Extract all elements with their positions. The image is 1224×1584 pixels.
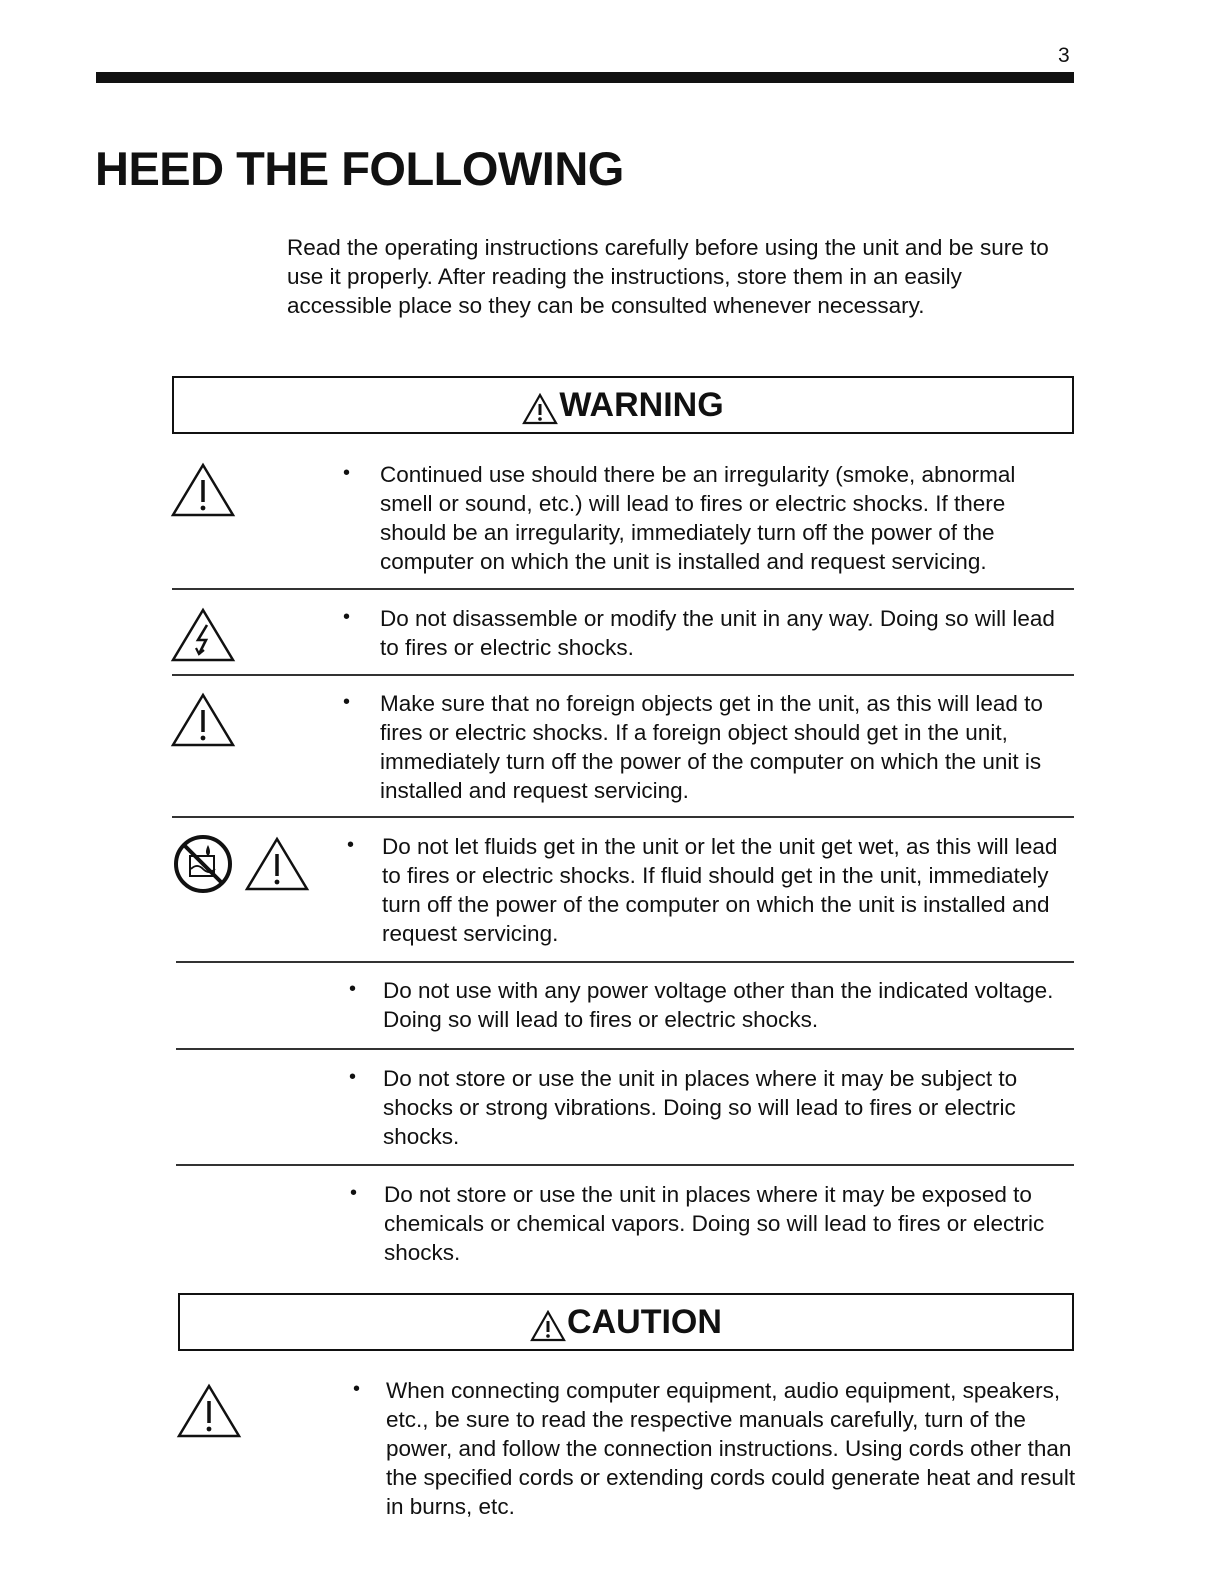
caution-heading-box (178, 1293, 1074, 1351)
bullet: • (343, 606, 351, 628)
warning-item-text: Continued use should there be an irregularity (smoke, abnormal smell or sound, etc.) will lead to fires or electric shocks. If there should be an irregularity, immediately turn off the power of the computer on which the unit is installed and request servicing. (380, 462, 1016, 574)
warning-item-text: Do not store or use the unit in places where it may be subject to shocks or strong vibrations. Doing so will lead to fires or electric shocks. (383, 1066, 1018, 1149)
page-title: HEED THE FOLLOWING (95, 142, 624, 195)
page-number: 3 (1058, 44, 1070, 67)
exclamation-triangle-icon (244, 836, 310, 892)
divider (176, 1048, 1074, 1050)
bullet: • (353, 1378, 361, 1400)
bullet: • (349, 978, 357, 1000)
divider (176, 1164, 1074, 1166)
exclamation-triangle-icon (176, 1383, 242, 1439)
no-water-icon (170, 833, 236, 895)
warning-triangle-icon (522, 393, 558, 425)
caution-heading: CAUTION (567, 1302, 722, 1341)
caution-triangle-icon (530, 1310, 566, 1342)
bullet: • (349, 1066, 357, 1088)
warning-item-text: Do not disassemble or modify the unit in any way. Doing so will lead to fires or electric shocks. (380, 606, 1055, 660)
warning-item-text: Do not store or use the unit in places where it may be exposed to chemicals or chemical vapors. Doing so will lead to fires or electric shocks. (384, 1182, 1045, 1265)
electric-shock-triangle-icon (170, 607, 236, 663)
bullet: • (350, 1182, 358, 1204)
divider (172, 674, 1074, 676)
divider (176, 961, 1074, 963)
bullet: • (343, 691, 351, 713)
warning-heading-box (172, 376, 1074, 434)
header-rule (96, 72, 1074, 83)
divider (172, 588, 1074, 590)
warning-item-text: Do not let fluids get in the unit or let the unit get wet, as this will lead to fires or electric shocks. If fluid should get in the unit, immediately turn off the power of the computer on which the unit is installed and request servicing. (382, 834, 1058, 946)
warning-item-text: Do not use with any power voltage other than the indicated voltage. Doing so will lead to fires or electric shocks. (383, 978, 1054, 1032)
intro-paragraph: Read the operating instructions carefully before using the unit and be sure to use it properly. After reading the instructions, store them in an easily accessible place so they can be consulted whenever necessary. (287, 235, 1049, 318)
warning-heading: WARNING (559, 385, 724, 424)
divider (172, 816, 1074, 818)
exclamation-triangle-icon (170, 692, 236, 748)
warning-item-text: Make sure that no foreign objects get in the unit, as this will lead to fires or electric shocks. If a foreign object should get in the unit, immediately turn off the power of the computer on which the unit is installed and request servicing. (380, 691, 1043, 803)
bullet: • (343, 462, 351, 484)
bullet: • (347, 834, 355, 856)
caution-item-text: When connecting computer equipment, audio equipment, speakers, etc., be sure to read the respective manuals carefully, turn of the power, and follow the connection instructions. Using cords other than the specified cords or extending cords could generate heat and result in burns, etc. (386, 1378, 1076, 1519)
exclamation-triangle-icon (170, 462, 236, 518)
